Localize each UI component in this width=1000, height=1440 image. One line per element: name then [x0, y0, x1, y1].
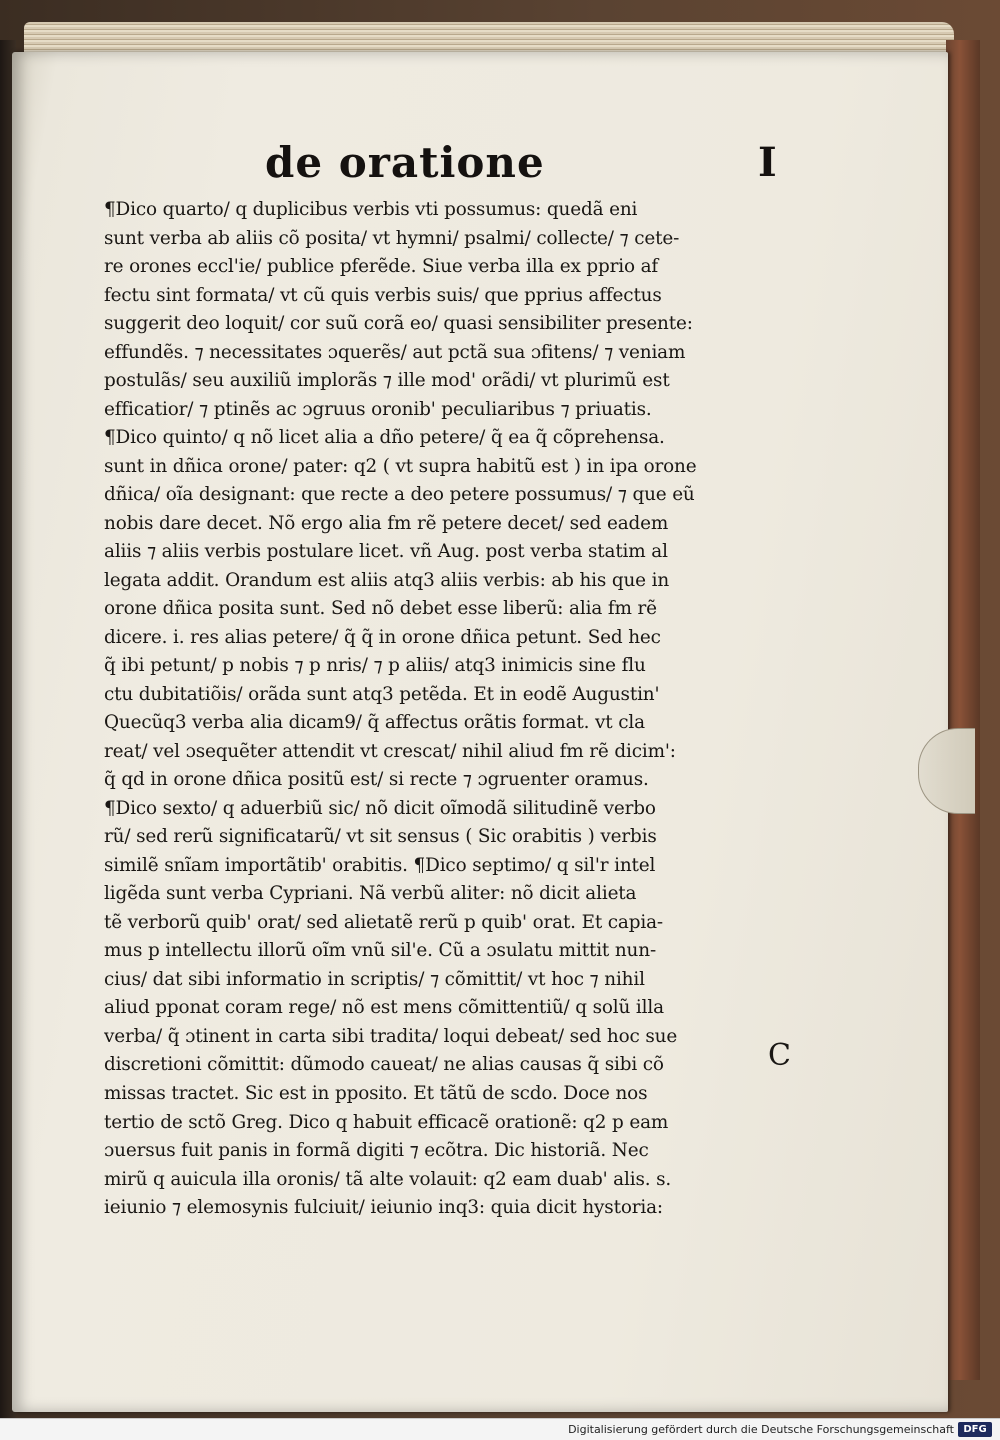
text-line: q̃ ibi petunt/ p nobis ⁊ p nris/ ⁊ p aliis/ atq3 inimicis sine flu — [104, 655, 646, 677]
text-line: ligẽda sunt verba Cypriani. Nã verbũ aliter: nõ dicit alieta — [104, 883, 637, 905]
text-line: suggerit deo loquit/ cor suũ corã eo/ quasi sensibiliter presente: — [104, 313, 693, 335]
running-heading: de oratione — [265, 138, 545, 187]
text-line: reat/ vel ɔsequẽter attendit vt crescat/ nihil aliud fm rẽ dicim': — [104, 740, 676, 762]
text-line: q̃ qd in orone dñica positũ est/ si recte ⁊ ɔgruenter oramus. — [104, 769, 649, 791]
text-line: mus p intellectu illorũ oĩm vnũ sil'e. Cũ a ɔsulatu mittit nun- — [104, 940, 657, 962]
text-line: re orones eccl'ie/ publice pferẽde. Siue verba illa ex pprio af — [104, 256, 659, 278]
folio-number: I — [758, 139, 777, 186]
text-line: ¶Dico sexto/ q aduerbiũ sic/ nõ dicit oĩmodã silitudinẽ verbo — [104, 797, 656, 819]
text-line: ieiunio ⁊ elemosynis fulciuit/ ieiunio inq3: quia dicit hystoria: — [104, 1197, 663, 1219]
text-line: missas tractet. Sic est in pposito. Et tãtũ de scdo. Doce nos — [104, 1082, 648, 1104]
text-line: mirũ q auicula illa oronis/ tã alte volauit: q2 eam duab' alis. s. — [104, 1168, 672, 1190]
text-line: tẽ verborũ quib' orat/ sed alietatẽ rerũ p quib' orat. Et capia- — [104, 911, 663, 933]
text-line: ctu dubitatiõis/ orãda sunt atq3 petẽda. Et in eodẽ Augustin' — [104, 683, 660, 705]
text-line: orone dñica posita sunt. Sed nõ debet esse liberũ: alia fm rẽ — [104, 598, 657, 620]
text-line: ¶Dico quinto/ q nõ licet alia a dño petere/ q̃ ea q̃ cõprehensa. — [104, 427, 665, 449]
text-line: aliis ⁊ aliis verbis postulare licet. vñ Aug. post verba statim al — [104, 541, 668, 563]
text-line: dñica/ oĩa designant: que recte a deo petere possumus/ ⁊ que eũ — [104, 484, 695, 506]
book-cover-edge — [946, 40, 980, 1380]
text-line: postulãs/ seu auxiliũ implorãs ⁊ ille mod' orãdi/ vt plurimũ est — [104, 370, 670, 392]
text-line: legata addit. Orandum est aliis atq3 aliis verbis: ab his que in — [104, 569, 670, 591]
footer-bar — [0, 1418, 1000, 1440]
text-line: aliud pponat coram rege/ nõ est mens cõmittentiũ/ q solũ illa — [104, 997, 664, 1019]
text-block — [104, 196, 774, 1223]
text-line: dicere. i. res alias petere/ q̃ q̃ in orone dñica petunt. Sed hec — [104, 626, 661, 648]
text-line: sunt verba ab aliis cõ posita/ vt hymni/ psalmi/ collecte/ ⁊ cete- — [104, 227, 680, 249]
text-line: similẽ snĩam importãtib' orabitis. ¶Dico septimo/ q sil'r intel — [104, 854, 656, 876]
text-line: cius/ dat sibi informatio in scriptis/ ⁊ cõmittit/ vt hoc ⁊ nihil — [104, 968, 645, 990]
marginal-note: C — [768, 1038, 791, 1073]
dfg-logo: DFG — [958, 1422, 992, 1437]
text-line: verba/ q̃ ɔtinent in carta sibi tradita/ loqui debeat/ sed hoc sue — [104, 1025, 678, 1047]
text-line: ɔuersus fuit panis in formã digiti ⁊ ecõtra. Dic historiã. Nec — [104, 1140, 649, 1162]
text-line: sunt in dñica orone/ pater: q2 ( vt supra habitũ est ) in ipa orone — [104, 455, 697, 477]
text-line: fectu sint formata/ vt cũ quis verbis suis/ que pprius affectus — [104, 284, 662, 306]
funding-credit: Digitalisierung gefördert durch die Deutsche Forschungsgemeinschaft — [568, 1423, 954, 1436]
text-line: effundẽs. ⁊ necessitates ɔquerẽs/ aut pctã sua ɔfitens/ ⁊ veniam — [104, 341, 686, 363]
text-line: ¶Dico quarto/ q duplicibus verbis vti possumus: quedã eni — [104, 199, 638, 220]
text-line: Quecũq3 verba alia dicam9/ q̃ affectus orãtis format. vt cla — [104, 712, 645, 734]
text-line: tertio de sctõ Greg. Dico q habuit efficacẽ orationẽ: q2 p eam — [104, 1111, 669, 1133]
text-line: rũ/ sed rerũ significatarũ/ vt sit sensus ( Sic orabitis ) verbis — [104, 826, 657, 848]
text-line: discretioni cõmittit: dũmodo caueat/ ne alias causas q̃ sibi cõ — [104, 1054, 664, 1076]
text-line: efficatior/ ⁊ ptinẽs ac ɔgruus oronib' peculiaribus ⁊ priuatis. — [104, 398, 652, 420]
text-line: nobis dare decet. Nõ ergo alia fm rẽ petere decet/ sed eadem — [104, 512, 669, 534]
